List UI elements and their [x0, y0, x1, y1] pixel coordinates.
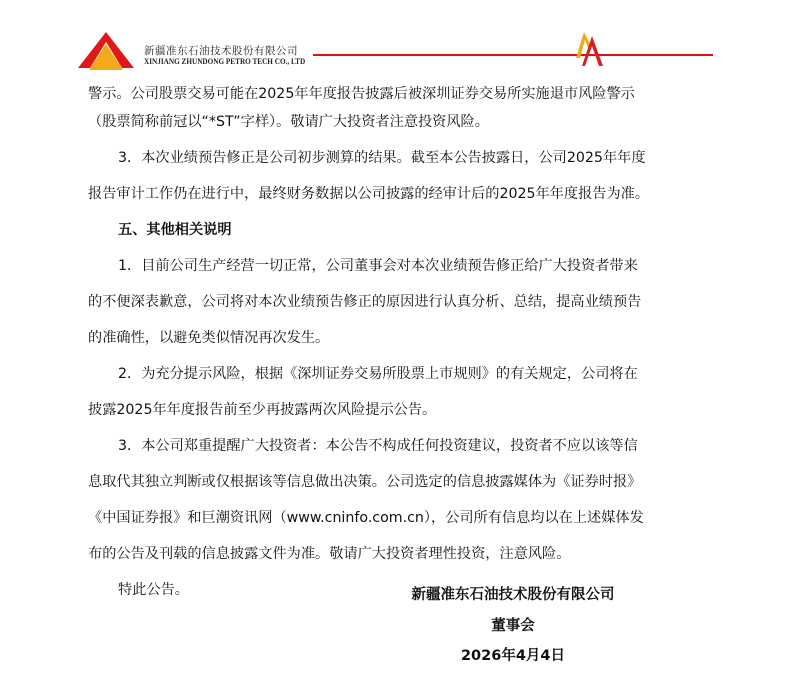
paragraph-line: 报告审计工作仍在进行中，最终财务数据以公司披露的经审计后的2025年年度报告为准。 [88, 186, 650, 202]
document-body [88, 80, 720, 604]
paragraph-line: 息取代其独立判断或仅根据该等信息做出决策。公司选定的信息披露媒体为《证券时报》 [88, 474, 642, 490]
paragraph-line: 3．本公司郑重提醒广大投资者：本公告不构成任何投资建议，投资者不应以该等信 [118, 438, 638, 454]
paragraph-line: 2．为充分提示风险，根据《深圳证券交易所股票上市规则》的有关规定，公司将在 [118, 366, 638, 382]
paragraph-line: 布的公告及刊载的信息披露文件为准。敬请广大投资者理性投资，注意风险。 [88, 546, 571, 562]
signature-date: 2026年4月4日 [460, 648, 566, 664]
peak-mark-icon [576, 30, 606, 68]
company-logo-icon [78, 32, 134, 72]
company-name-cn: 新疆准东石油技术股份有限公司 [144, 45, 298, 57]
header-rule [313, 54, 713, 56]
paragraph-line: 披露2025年年度报告前至少再披露两次风险提示公告。 [88, 402, 437, 418]
paragraph-line: （股票简称前冠以“*ST”字样）。敬请广大投资者注意投资风险。 [88, 114, 489, 130]
section-heading: 五、其他相关说明 [118, 222, 232, 238]
paragraph-line: 的准确性，以避免类似情况再次发生。 [88, 330, 330, 346]
paragraph-line: 3．本次业绩预告修正是公司初步测算的结果。截至本公告披露日，公司2025年年度 [118, 150, 646, 166]
document-header [0, 0, 795, 80]
paragraph-line: 《中国证券报》和巨潮资讯网（www.cninfo.com.cn），公司所有信息均以在上述媒体发 [88, 510, 644, 526]
company-name-en: XINJIANG ZHUNDONG PETRO TECH CO., LTD [144, 56, 306, 66]
paragraph-line: 1．目前公司生产经营一切正常，公司董事会对本次业绩预告修正给广大投资者带来 [118, 258, 638, 274]
signature-board: 董事会 [491, 618, 535, 634]
closing-line: 特此公告。 [118, 582, 189, 598]
paragraph-line: 的不便深表歉意，公司将对本次业绩预告修正的原因进行认真分析、总结，提高业绩预告 [88, 294, 642, 310]
paragraph-line: 警示。公司股票交易可能在2025年年度报告披露后被深圳证券交易所实施退市风险警示 [88, 86, 635, 102]
signature-company: 新疆准东石油技术股份有限公司 [411, 587, 615, 603]
